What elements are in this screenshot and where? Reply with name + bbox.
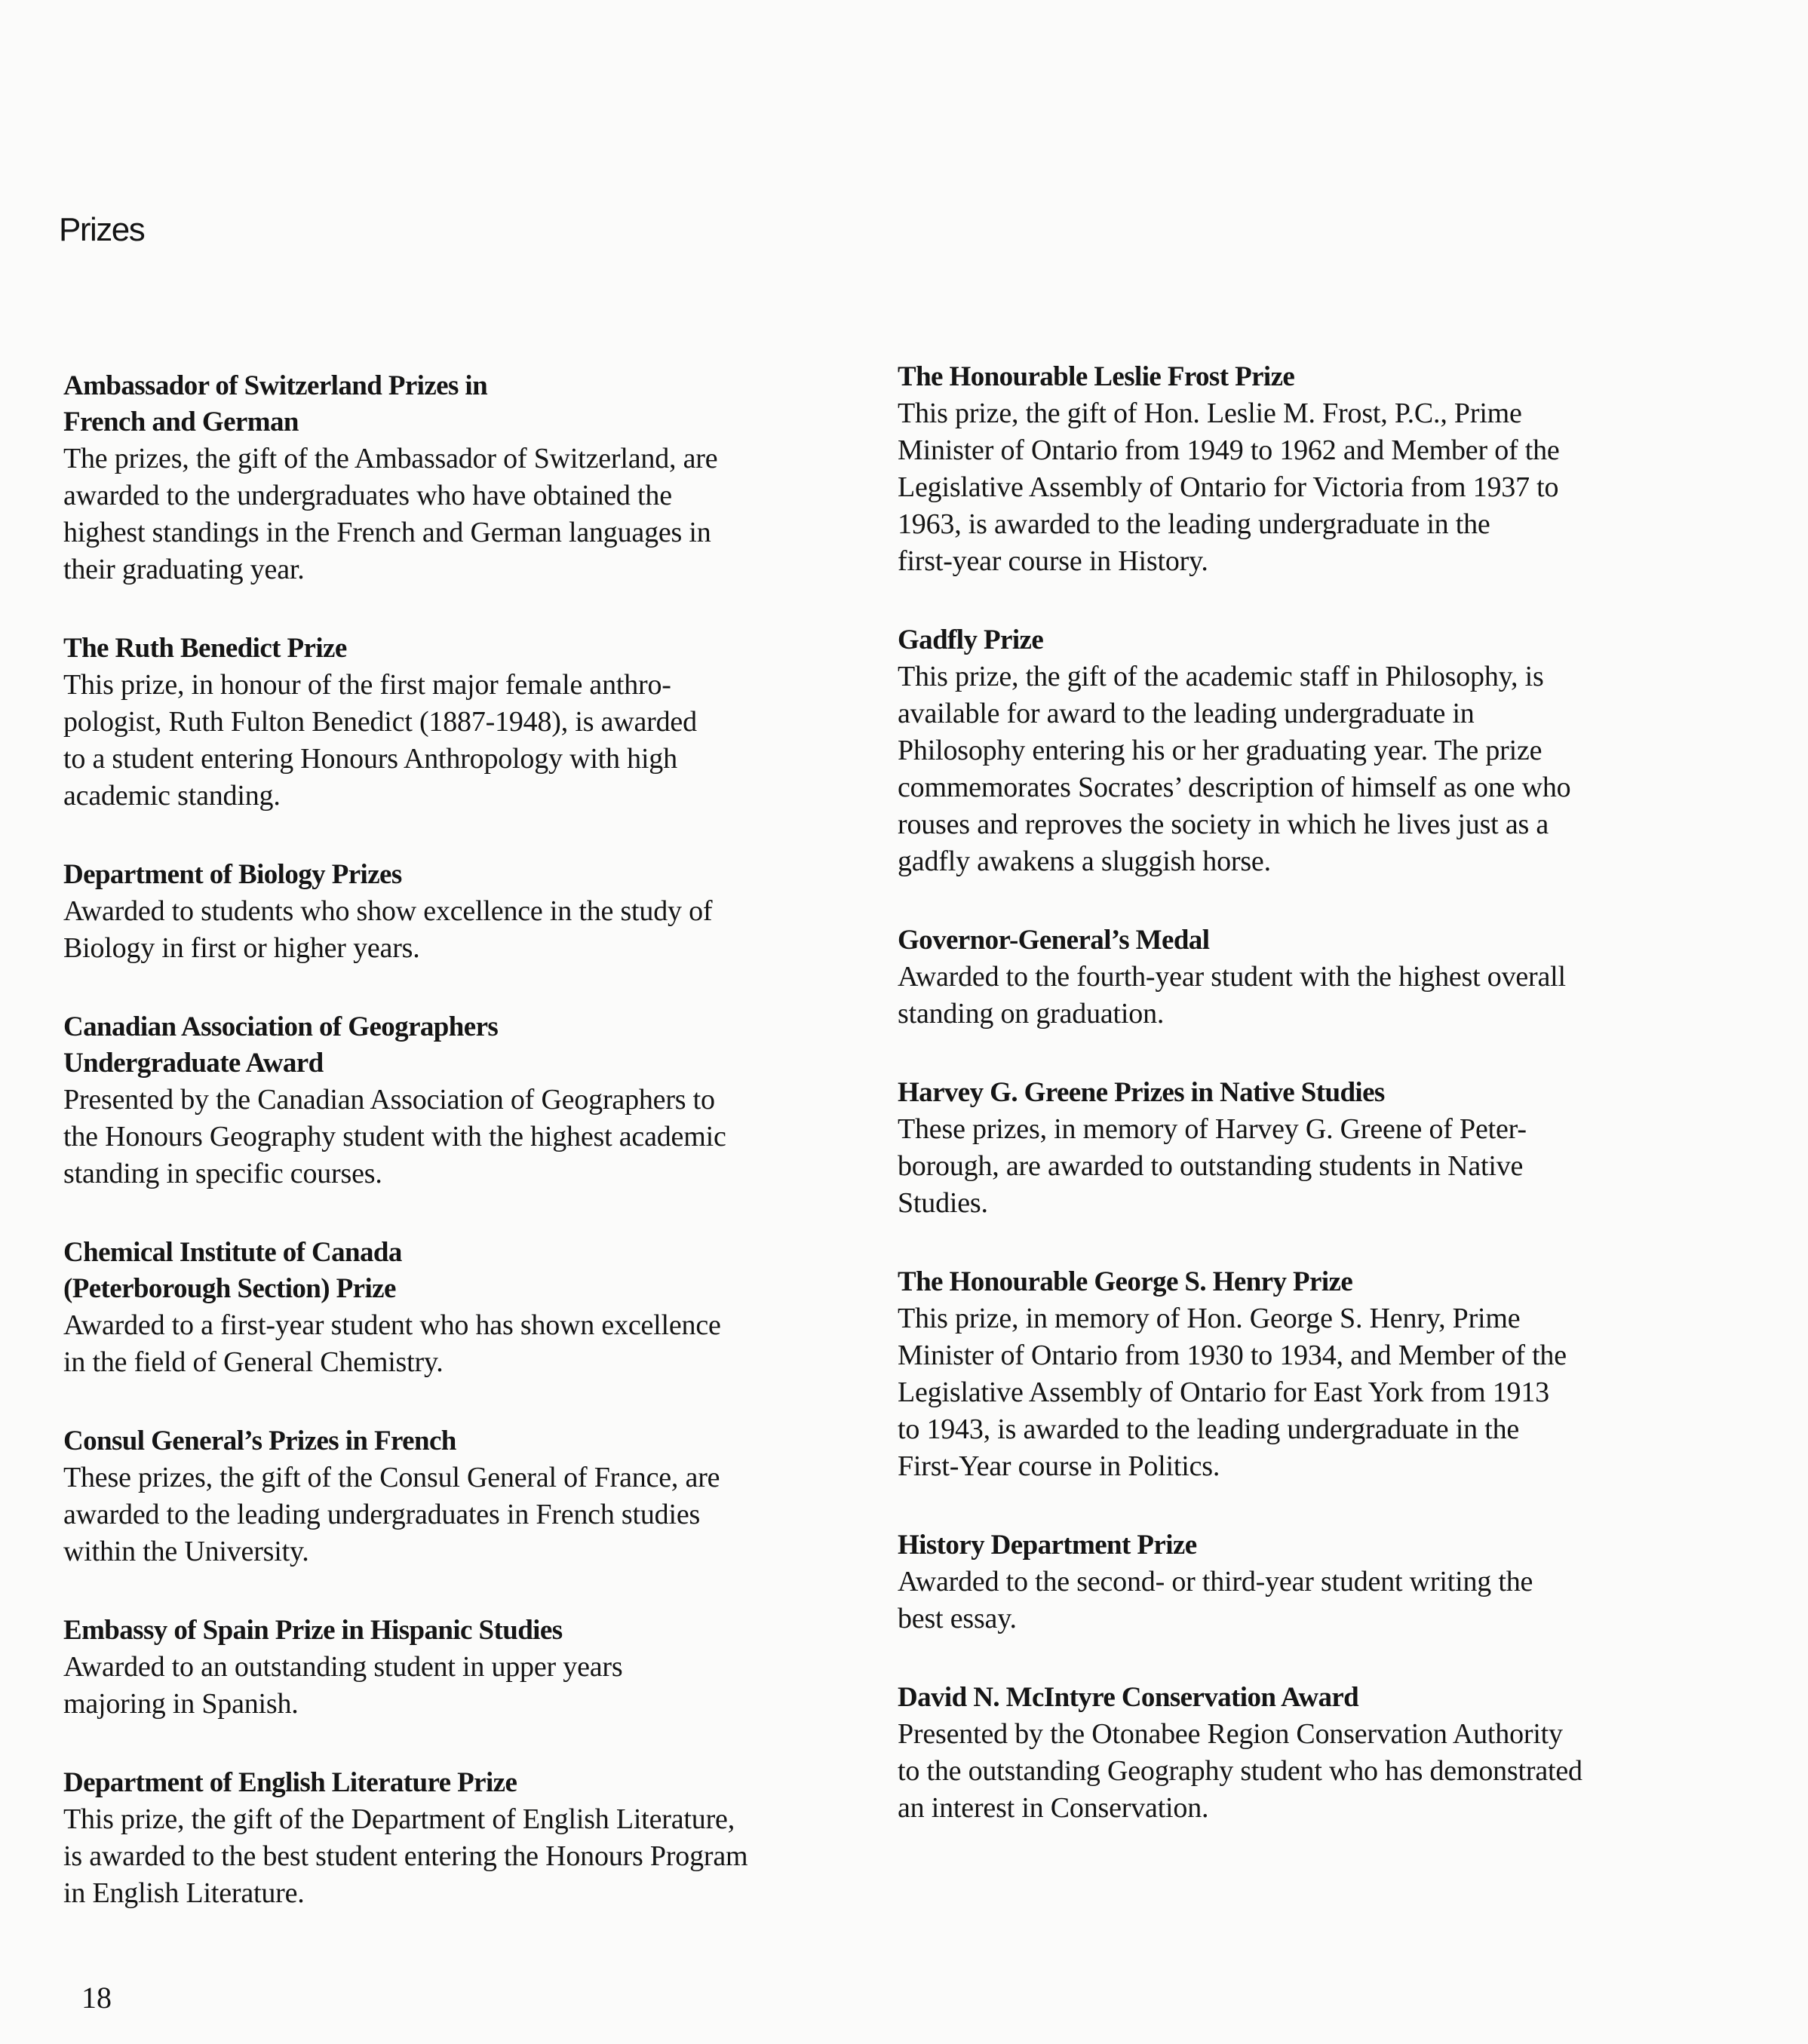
prize-description: Awarded to a first-year student who has shown excellence in the field of General Chemistry. — [63, 1309, 721, 1378]
prize-entry — [63, 1009, 855, 1192]
prize-title: History Department Prize — [898, 1530, 1197, 1561]
prizes-column-left — [63, 368, 855, 1954]
prize-entry — [63, 1423, 855, 1570]
prize-title: The Honourable Leslie Frost Prize — [898, 361, 1295, 392]
prize-description: Presented by the Otonabee Region Conservation Authority to the outstanding Geography student who has demonstrated an interest in Conservation. — [898, 1718, 1582, 1824]
prize-entry — [898, 1680, 1705, 1827]
prize-entry — [63, 1235, 855, 1381]
prize-entry — [898, 1264, 1705, 1485]
prize-entry — [63, 1765, 855, 1912]
prize-title: Ambassador of Switzerland Prizes in French and German — [63, 370, 488, 437]
prize-entry — [898, 1075, 1705, 1222]
prize-entry — [898, 359, 1705, 580]
prize-description: Awarded to students who show excellence in the study of Biology in first or higher years. — [63, 895, 713, 964]
prize-title: The Honourable George S. Henry Prize — [898, 1266, 1353, 1297]
prize-entry — [63, 1613, 855, 1723]
prize-entry — [63, 857, 855, 967]
page-number: 18 — [81, 1981, 112, 2015]
prize-title: Consul General’s Prizes in French — [63, 1426, 456, 1456]
prize-title: Gadfly Prize — [898, 625, 1044, 655]
prize-description: This prize, in memory of Hon. George S. Henry, Prime Minister of Ontario from 1930 to 1934, and Member of the Legislative Assembly of Ontario for East York from 1913 to 1943, is awarded to the leading undergraduate in the First-Year course in Politics. — [898, 1303, 1567, 1482]
prize-title: Department of English Literature Prize — [63, 1767, 517, 1798]
prize-description: This prize, the gift of the Department of English Literature, is awarded to the best student entering the Honours Program in English Literature. — [63, 1803, 748, 1909]
prize-title: Governor-General’s Medal — [898, 925, 1210, 956]
prize-entry — [898, 922, 1705, 1033]
prize-title: The Ruth Benedict Prize — [63, 633, 347, 664]
prize-title: Canadian Association of Geographers Undergraduate Award — [63, 1011, 499, 1079]
prizes-column-right — [898, 359, 1705, 1869]
prize-description: The prizes, the gift of the Ambassador of Switzerland, are awarded to the undergraduates who have obtained the highest standings in the French and German languages in their graduating year. — [63, 443, 718, 585]
prize-title: Harvey G. Greene Prizes in Native Studies — [898, 1077, 1385, 1108]
prize-description: Presented by the Canadian Association of Geographers to the Honours Geography student with the highest academic standing in specific courses. — [63, 1084, 726, 1189]
prize-title: David N. McIntyre Conservation Award — [898, 1682, 1359, 1713]
prize-entry — [63, 368, 855, 588]
prize-title: Department of Biology Prizes — [63, 859, 402, 890]
prize-description: These prizes, in memory of Harvey G. Greene of Peter- borough, are awarded to outstanding students in Native Studies. — [898, 1113, 1527, 1219]
prize-description: This prize, in honour of the first major female anthro- pologist, Ruth Fulton Benedict (1887-1948), is awarded to a student entering Honours Anthropology with high academic standing. — [63, 669, 697, 812]
prize-entry — [898, 1527, 1705, 1637]
prize-description: Awarded to the second- or third-year student writing the best essay. — [898, 1566, 1533, 1634]
prize-description: This prize, the gift of Hon. Leslie M. Frost, P.C., Prime Minister of Ontario from 1949 to 1962 and Member of the Legislative Assembly of Ontario for Victoria from 1937 to 1963, is awarded to the leading undergraduate in the first-year course in History. — [898, 397, 1560, 577]
prize-title: Embassy of Spain Prize in Hispanic Studies — [63, 1615, 563, 1646]
prize-description: This prize, the gift of the academic staff in Philosophy, is available for award to the leading undergraduate in Philosophy entering his or her graduating year. The prize commemorates Socrates’ description of himself as one who rouses and reproves the society in which he lives just as a gadfly awakens a sluggish horse. — [898, 661, 1571, 877]
prize-description: Awarded to the fourth-year student with the highest overall standing on graduation. — [898, 961, 1566, 1030]
prize-entry — [898, 622, 1705, 880]
prize-description: These prizes, the gift of the Consul General of France, are awarded to the leading undergraduates in French studies within the University. — [63, 1462, 720, 1567]
prize-entry — [63, 631, 855, 815]
prize-title: Chemical Institute of Canada (Peterborough Section) Prize — [63, 1237, 402, 1304]
prize-description: Awarded to an outstanding student in upper years majoring in Spanish. — [63, 1651, 623, 1720]
page-title: Prizes — [59, 211, 145, 248]
